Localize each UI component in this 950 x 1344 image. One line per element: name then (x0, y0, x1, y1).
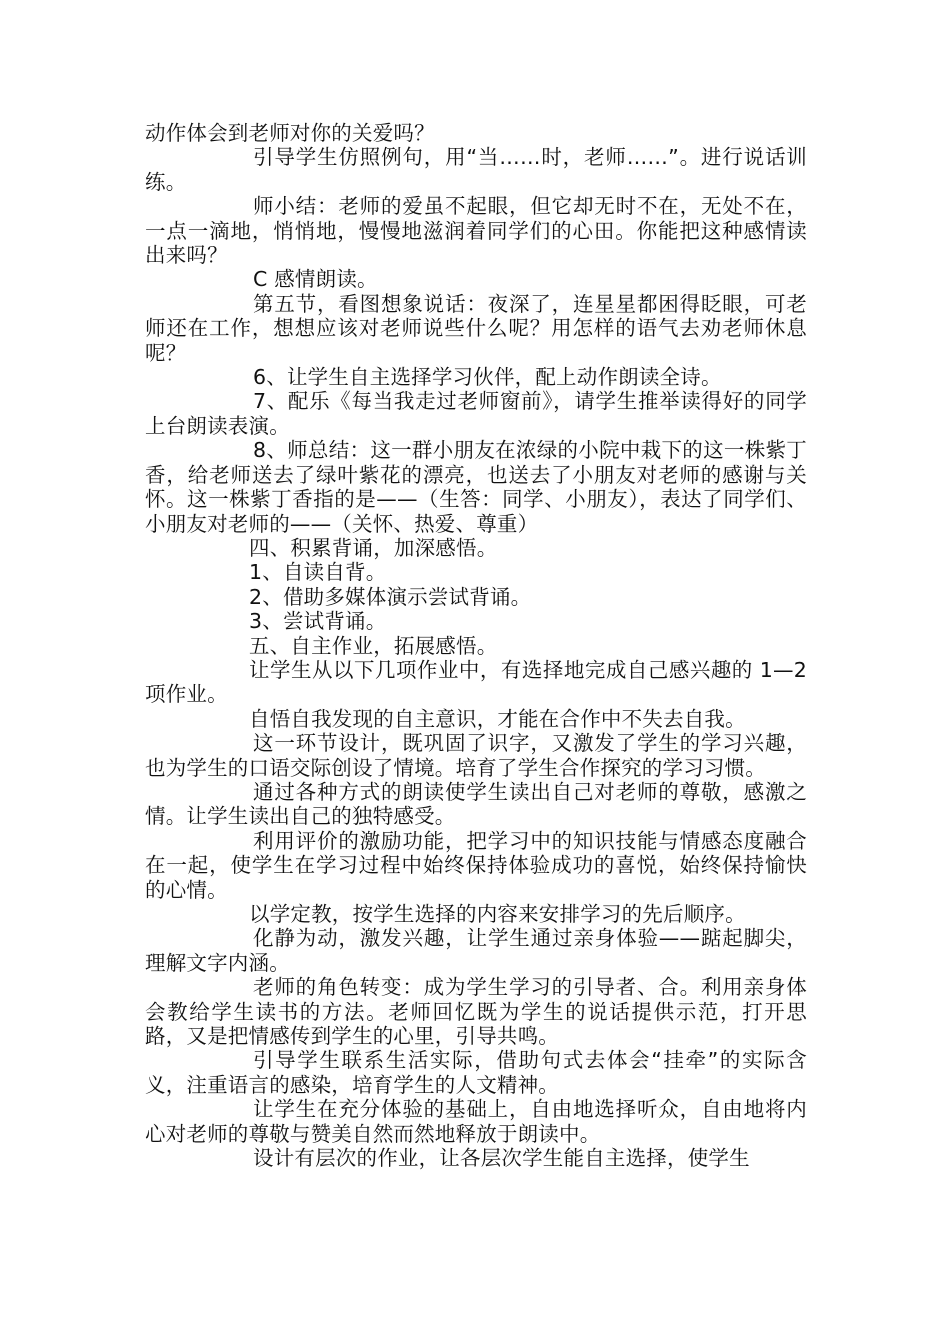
paragraph-3: 师小结：老师的爱虽不起眼，但它却无时不在，无处不在，一点一滴地，悄悄地，慢慢地滋润着同学们的心田。你能把这种感情读出来吗？ (145, 194, 807, 268)
paragraph-16: 这一环节设计，既巩固了识字，又激发了学生的学习兴趣，也为学生的口语交际创设了情境。培育了学生合作探究的学习习惯。 (145, 731, 807, 780)
paragraph-10: 1、自读自背。 (249, 560, 387, 585)
paragraph-4: C 感情朗读。 (253, 267, 378, 292)
paragraph-2: 引导学生仿照例句，用“当……时，老师……”。进行说话训练。 (145, 145, 807, 194)
paragraph-24: 设计有层次的作业，让各层次学生能自主选择，使学生 (253, 1146, 750, 1171)
paragraph-20: 化静为动，激发兴趣，让学生通过亲身体验——踮起脚尖，理解文字内涵。 (145, 926, 807, 975)
paragraph-9: 四、积累背诵，加深感悟。 (249, 535, 498, 560)
paragraph-19: 以学定教，按学生选择的内容来安排学习的先后顺序。 (249, 902, 746, 926)
document-body (145, 121, 807, 1170)
paragraph-12: 3、尝试背诵。 (249, 609, 387, 634)
paragraph-17: 通过各种方式的朗读使学生读出自己对老师的尊敬，感激之情。让学生读出自己的独特感受。 (145, 779, 807, 829)
paragraph-6: 6、让学生自主选择学习伙伴，配上动作朗读全诗。 (253, 365, 722, 390)
paragraph-7: 7、配乐《每当我走过老师窗前》，请学生推举读得好的同学上台朗读表演。 (145, 389, 807, 438)
paragraph-8: 8、师总结：这一群小朋友在浓绿的小院中栽下的这一株紫丁香，给老师送去了绿叶紫花的漂亮，也送去了小朋友对老师的感谢与关怀。这一株紫丁香指的是——（生答：同学、小朋友），表达了同学们、小朋友对老师的——（关怀、热爱、尊重） (145, 438, 807, 536)
paragraph-1: 动作体会到老师对你的关爱吗？ (145, 121, 435, 145)
paragraph-14: 让学生从以下几项作业中，有选择地完成自己感兴趣的 1—2 项作业。 (145, 657, 807, 707)
paragraph-11: 2、借助多媒体演示尝试背诵。 (249, 584, 532, 609)
paragraph-22: 引导学生联系生活实际，借助句式去体会“挂牵”的实际含义，注重语言的感染，培育学生的人文精神。 (145, 1048, 807, 1097)
paragraph-15: 自悟自我发现的自主意识，才能在合作中不失去自我。 (249, 706, 746, 731)
paragraph-13: 五、自主作业，拓展感悟。 (249, 633, 498, 658)
paragraph-18: 利用评价的激励功能，把学习中的知识技能与情感态度融合在一起，使学生在学习过程中始终保持体验成功的喜悦，始终保持愉快的心情。 (145, 828, 807, 902)
paragraph-23: 让学生在充分体验的基础上，自由地选择听众，自由地将内心对老师的尊敬与赞美自然而然地释放于朗读中。 (145, 1097, 807, 1146)
paragraph-5: 第五节，看图想象说话：夜深了，连星星都困得眨眼，可老师还在工作，想想应该对老师说些什么呢？用怎样的语气去劝老师休息呢？ (145, 291, 807, 365)
paragraph-21: 老师的角色转变：成为学生学习的引导者、合。利用亲身体会教给学生读书的方法。老师回忆既为学生的说话提供示范，打开思路，又是把情感传到学生的心里，引导共鸣。 (145, 975, 807, 1049)
